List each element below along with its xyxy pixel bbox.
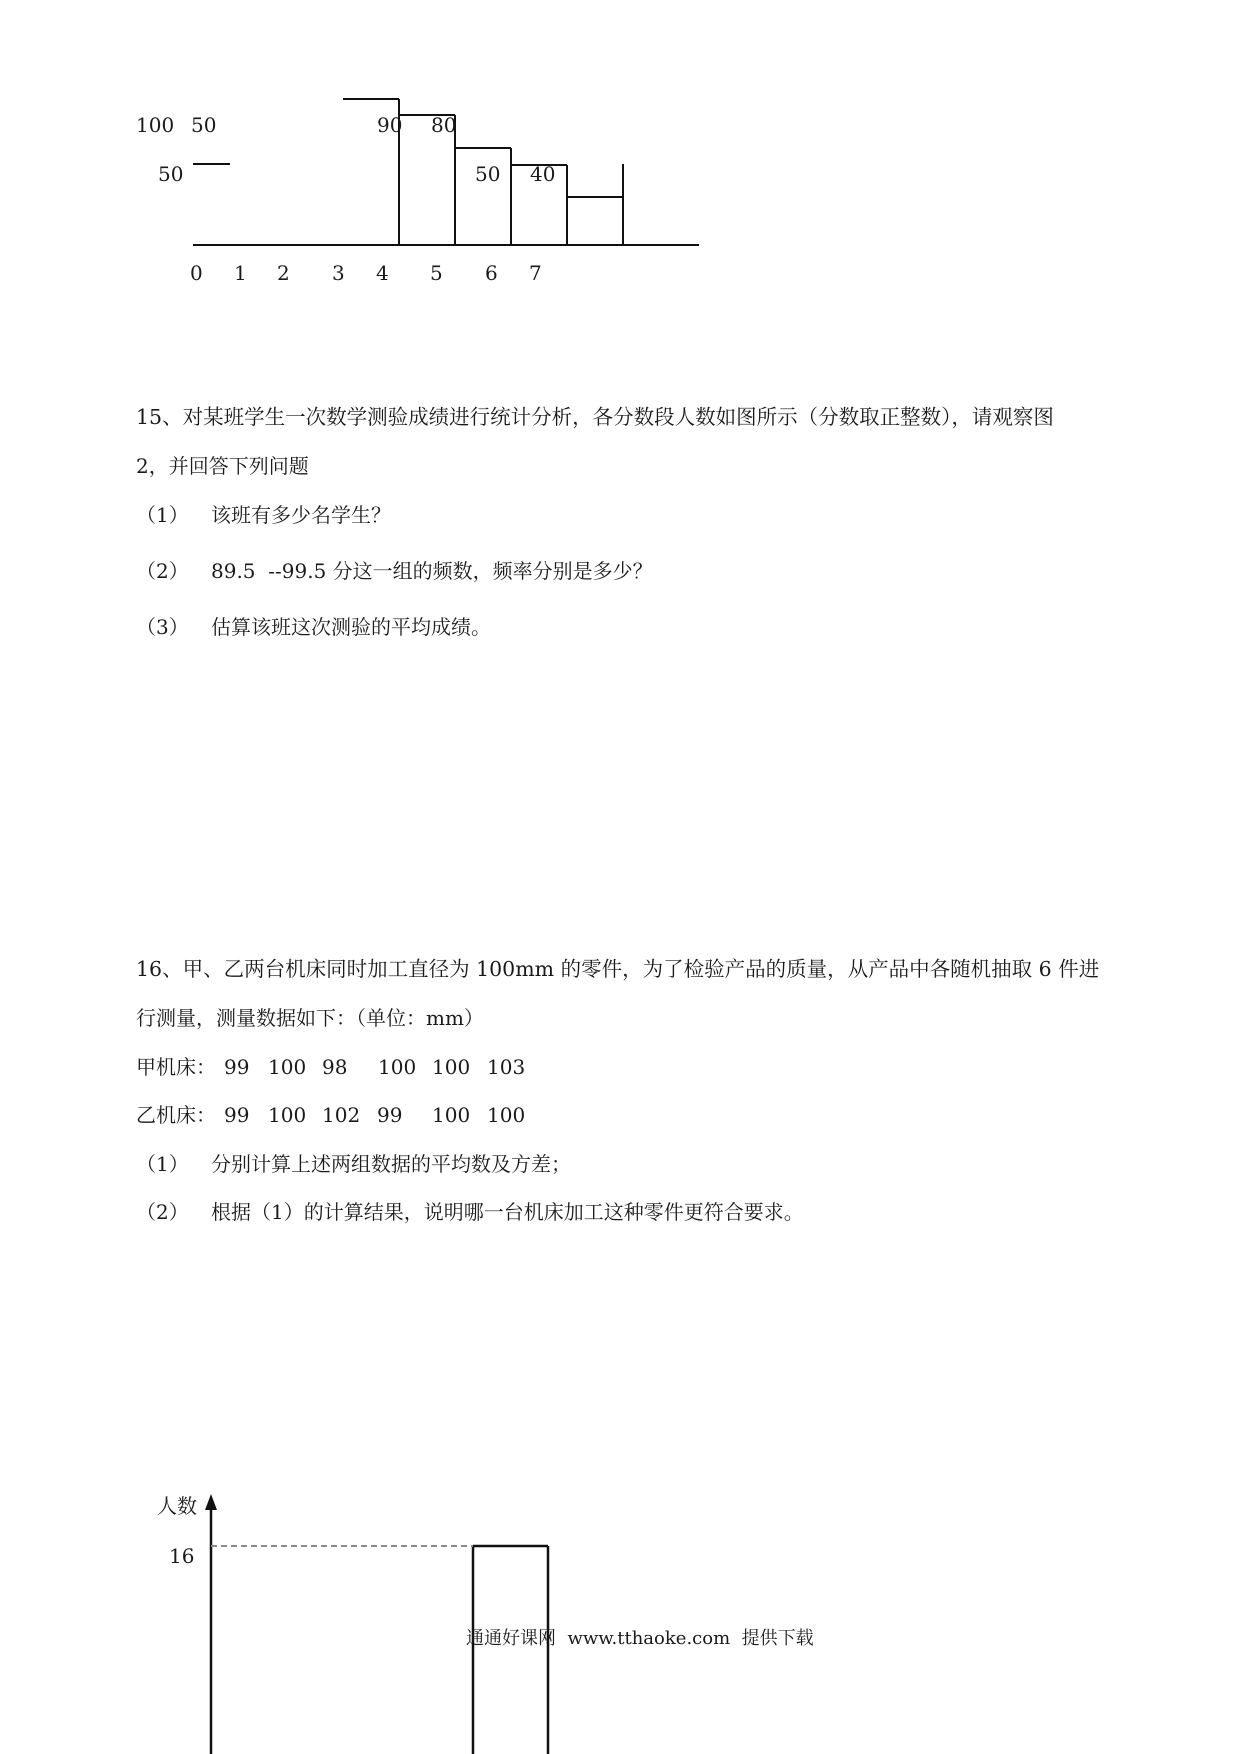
machine-b-value: 99 [224, 1103, 250, 1127]
bottom-chart-y-tick: 16 [169, 1544, 195, 1568]
q16-item-2-num: （2） [136, 1200, 189, 1224]
bar-label: 90 [377, 113, 403, 137]
q15-line2: 2，并回答下列问题 [136, 454, 309, 478]
q15-item-3-num: （3） [136, 615, 189, 639]
q16-item-1-num: （1） [136, 1152, 189, 1176]
q16-line2: 行测量，测量数据如下：（单位：mm） [136, 1006, 484, 1030]
q15-item-3-text: 估算该班这次测验的平均成绩。 [211, 615, 491, 639]
machine-a-value: 103 [487, 1055, 526, 1079]
q16-item-2-text: 根据（1）的计算结果，说明哪一台机床加工这种零件更符合要求。 [211, 1200, 804, 1224]
q15-item-2-num: （2） [136, 559, 189, 583]
machine-a-value: 100 [432, 1055, 471, 1079]
machine-b-value: 99 [377, 1103, 403, 1127]
y-axis-arrow-icon [205, 1494, 217, 1510]
x-tick: 7 [529, 261, 542, 285]
q15-item-1-text: 该班有多少名学生？ [211, 503, 391, 527]
machine-b-value: 102 [322, 1103, 361, 1127]
x-tick: 6 [485, 261, 498, 285]
x-tick: 3 [332, 261, 345, 285]
machine-b-value: 100 [432, 1103, 471, 1127]
q15-item-1-num: （1） [136, 503, 189, 527]
x-tick: 4 [376, 261, 389, 285]
bar-label: 50 [475, 162, 501, 186]
bar-label: 80 [431, 113, 457, 137]
q15-line1: 15、对某班学生一次数学测验成绩进行统计分析，各分数段人数如图所示（分数取正整数），请观察图 [136, 405, 1054, 429]
machine-b-label: 乙机床： [136, 1103, 216, 1127]
bar-label: 40 [530, 162, 556, 186]
q16-line1: 16、甲、乙两台机床同时加工直径为 100mm 的零件，为了检验产品的质量，从产品中各随机抽取 6 件进 [136, 957, 1100, 981]
x-tick: 1 [234, 261, 247, 285]
footer-text: 通通好课网 www.tthaoke.com 提供下载 [466, 1628, 814, 1649]
x-tick: 5 [430, 261, 443, 285]
machine-a-value: 100 [378, 1055, 417, 1079]
q16-item-1-text: 分别计算上述两组数据的平均数及方差； [211, 1152, 571, 1176]
y-label-100: 100 [136, 113, 175, 137]
machine-b-value: 100 [268, 1103, 307, 1127]
x-tick: 0 [190, 261, 203, 285]
machine-a-value: 100 [268, 1055, 307, 1079]
x-tick: 2 [277, 261, 290, 285]
bottom-chart-y-axis-label: 人数 [157, 1494, 197, 1518]
machine-b-value: 100 [487, 1103, 526, 1127]
bar-label: 50 [191, 113, 217, 137]
machine-a-value: 98 [322, 1055, 348, 1079]
q15-item-2-text: 89.5 --99.5 分这一组的频数，频率分别是多少？ [211, 559, 653, 583]
y-label-50: 50 [158, 162, 184, 186]
machine-a-label: 甲机床： [136, 1055, 216, 1079]
machine-a-value: 99 [224, 1055, 250, 1079]
